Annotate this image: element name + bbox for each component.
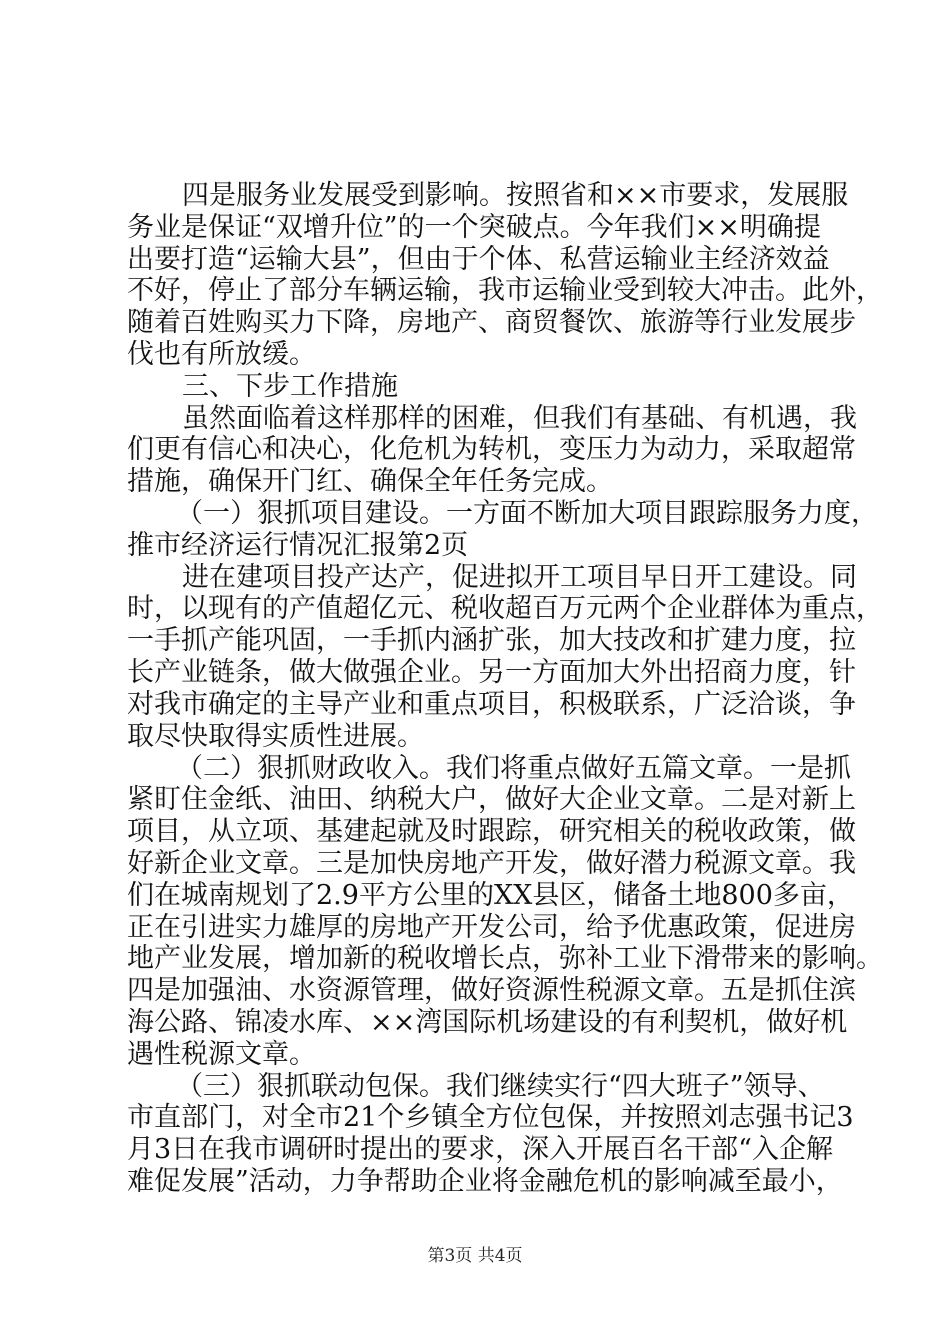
- text-line: （二）狠抓财政收入。我们将重点做好五篇文章。一是抓: [176, 753, 851, 784]
- text-line: （一）狠抓项目建设。一方面不断加大项目跟踪服务力度，: [176, 498, 878, 529]
- text-line: 随着百姓购买力下降，房地产、商贸餐饮、旅游等行业发展步: [127, 307, 856, 338]
- text-line: 地产业发展，增加新的税收增长点，弥补工业下滑带来的影响。: [127, 943, 883, 974]
- text-line: 们在城南规划了2.9平方公里的XX县区，储备土地800多亩，: [127, 880, 854, 911]
- text-line: 伐也有所放缓。: [127, 339, 316, 370]
- text-line: 推市经济运行情况汇报第2页: [127, 530, 469, 561]
- text-line: 紧盯住金纸、油田、纳税大户，做好大企业文章。二是对新上: [127, 784, 856, 815]
- text-line: 务业是保证“双增升位”的一个突破点。今年我们××明确提: [127, 212, 821, 243]
- text-line: 遇性税源文章。: [127, 1039, 316, 1070]
- text-line: （三）狠抓联动包保。我们继续实行“四大班子”领导、: [176, 1071, 825, 1102]
- text-line: 措施，确保开门红、确保全年任务完成。: [127, 466, 613, 497]
- text-line: 月3日在我市调研时提出的要求，深入开展百名干部“入企解: [127, 1134, 833, 1165]
- text-line: 一手抓产能巩固，一手抓内涵扩张，加大技改和扩建力度，拉: [127, 625, 856, 656]
- text-line: 市直部门，对全市21个乡镇全方位包保，并按照刘志强书记3: [127, 1102, 854, 1133]
- text-line: 虽然面临着这样那样的困难，但我们有基础、有机遇，我: [182, 403, 857, 434]
- text-line: 四是服务业发展受到影响。按照省和××市要求，发展服: [182, 180, 849, 211]
- text-line: 好新企业文章。三是加快房地产开发，做好潜力税源文章。我: [127, 848, 856, 879]
- text-line: 正在引进实力雄厚的房地产开发公司，给予优惠政策，促进房: [127, 912, 856, 943]
- text-line: 时，以现有的产值超亿元、税收超百万元两个企业群体为重点，: [127, 593, 883, 624]
- text-line: 海公路、锦凌水库、××湾国际机场建设的有利契机，做好机: [127, 1007, 848, 1038]
- text-line: 不好，停止了部分车辆运输，我市运输业受到较大冲击。此外，: [127, 275, 883, 306]
- text-line: 取尽快取得实质性进展。: [127, 721, 424, 752]
- text-line: 对我市确定的主导产业和重点项目，积极联系，广泛洽谈，争: [127, 689, 856, 720]
- text-line: 们更有信心和决心，化危机为转机，变压力为动力，采取超常: [127, 434, 856, 465]
- text-line: 项目，从立项、基建起就及时跟踪，研究相关的税收政策，做: [127, 816, 856, 847]
- text-line: 长产业链条，做大做强企业。另一方面加大外出招商力度，针: [127, 657, 856, 688]
- section-heading: 三、下步工作措施: [182, 371, 398, 402]
- text-line: 四是加强油、水资源管理，做好资源性税源文章。五是抓住滨: [127, 975, 856, 1006]
- text-line: 难促发展”活动，力争帮助企业将金融危机的影响减至最小，: [127, 1166, 843, 1197]
- text-line: 进在建项目投产达产，促进拟开工项目早日开工建设。同: [182, 562, 857, 593]
- page-number: 第3页 共4页: [427, 1246, 523, 1266]
- text-line: 出要打造“运输大县”，但由于个体、私营运输业主经济效益: [127, 244, 830, 275]
